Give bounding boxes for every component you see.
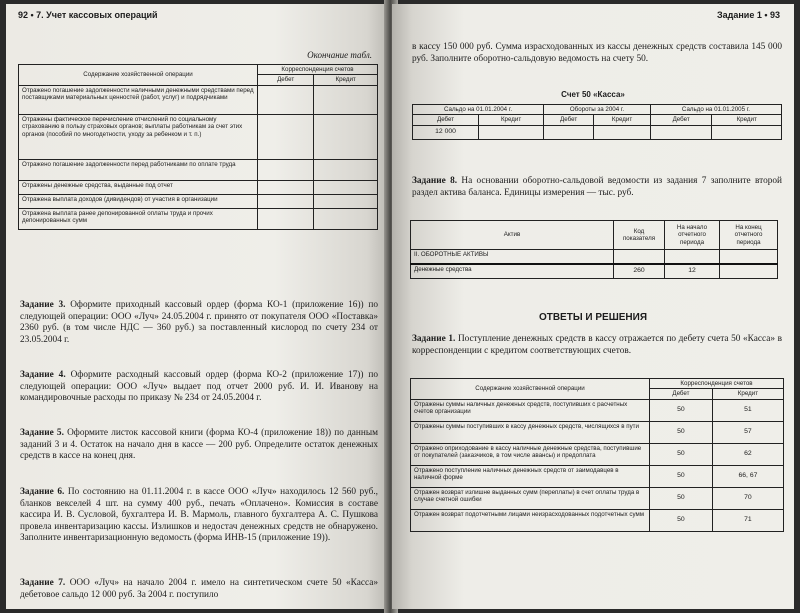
col-debit-header: Дебет: [258, 75, 314, 85]
balance-table: [410, 220, 778, 279]
col-corr-header: Корреспонденция счетов: [650, 379, 784, 389]
debit-cell: 50: [650, 421, 713, 443]
table-row: [411, 399, 784, 421]
left-running-header: 92 • 7. Учет кассовых операций: [18, 10, 158, 20]
table-row: [411, 443, 784, 465]
operation-cell: Отражена выплата доходов (дивидендов) от участия в организации: [19, 194, 258, 208]
operation-cell: Отражено погашение задолженности перед работниками по оплате труда: [19, 159, 258, 180]
task-label: Задание 3.: [20, 300, 66, 310]
task-text: Поступление денежных средств в кассу отражается по дебету счета 50 «Касса» в корреспонденции с кредитом соответствующих счетов.: [412, 334, 782, 356]
table-row: [411, 421, 784, 443]
task-label: Задание 6.: [20, 487, 65, 497]
task-8: [412, 176, 782, 199]
cash-row-label: Денежные средства: [411, 264, 614, 279]
table-row: [19, 194, 378, 208]
debit-cell: 50: [650, 465, 713, 487]
operation-cell: Отражены суммы поступивших в кассу денежных средств, числящихся в пути: [411, 421, 650, 443]
operation-cell: Отражены суммы наличных денежных средств, поступивших с расчетных счетов организации: [411, 399, 650, 421]
operation-cell: Отражены фактическое перечисление отчислений по социальному страхованию в пользу страховых органов; выплаты работникам за счет этих органов (пособий по многодетности, уходу за ребенком и т. п.): [19, 114, 258, 159]
table-row: [411, 487, 784, 509]
cash-row-code: 260: [614, 264, 665, 279]
section-label: II. ОБОРОТНЫЕ АКТИВЫ: [411, 250, 614, 265]
left-page: [6, 4, 390, 609]
operation-cell: Отражено оприходование в кассу наличные денежные средства, поступившие от покупателей (заказчиков, в том числе авансы) и предоплата: [411, 443, 650, 465]
credit-cell: 71: [712, 509, 783, 531]
debit-header: Дебет: [413, 115, 479, 125]
account-50-table: [412, 104, 782, 140]
debit-cell: 50: [650, 399, 713, 421]
task-text: На основании оборотно-сальдовой ведомости из задания 7 заполните второй раздел актива баланса. Единицы измерения — тыс. руб.: [412, 176, 782, 198]
col-operation-header: Содержание хозяйственной операции: [411, 379, 650, 400]
col-corr-header: Корреспонденция счетов: [258, 65, 378, 75]
task-7: [20, 578, 378, 601]
credit-header: Кредит: [594, 115, 651, 125]
turnover-header: Обороты за 2004 г.: [544, 105, 651, 115]
table-row: [19, 180, 378, 194]
end-period-header: На конец отчетного периода: [720, 221, 778, 250]
table-row: [19, 159, 378, 180]
debit-header: Дебет: [544, 115, 594, 125]
task-label: Задание 7.: [20, 578, 66, 588]
credit-header: Кредит: [479, 115, 544, 125]
col-credit-header: Кредит: [712, 389, 783, 399]
operation-cell: Отражена выплата ранее депонированной оплаты труда и прочих депонированных сумм: [19, 208, 258, 229]
right-running-header: Задание 1 • 93: [716, 10, 780, 20]
operation-cell: Отражен возврат излишне выданных сумм (переплаты) в счет оплаты труда в случае счетной ошибки: [411, 487, 650, 509]
operations-table-left: [18, 64, 378, 230]
answers-title: ОТВЕТЫ И РЕШЕНИЯ: [538, 312, 648, 323]
task-text: Оформите приходный кассовый ордер (форма КО-1 (приложение 16)) по следующей операции: ООО «Луч» 24.05.2004 г. принято от покупателя ООО «Поставка» 2360 руб. (в том числе НДС — 360 руб.) за поставленный кислород по счету 234 от 23.05.2004 г.: [20, 300, 379, 345]
debit-cell: 50: [650, 487, 713, 509]
continuation-label: Окончание табл.: [307, 50, 372, 60]
task-label: Задание 1.: [412, 334, 456, 344]
closing-balance-header: Сальдо на 01.01.2005 г.: [650, 105, 781, 115]
account-title: Счет 50 «Касса»: [561, 90, 625, 99]
col-operation-header: Содержание хозяйственной операции: [19, 65, 258, 86]
task-3: [20, 300, 378, 346]
opening-balance-header: Сальдо на 01.01.2004 г.: [413, 105, 544, 115]
task-1-answer: [412, 334, 782, 357]
credit-cell: 70: [712, 487, 783, 509]
task-5: [20, 428, 378, 463]
col-debit-header: Дебет: [650, 389, 713, 399]
credit-cell: 51: [712, 399, 783, 421]
debit-header: Дебет: [650, 115, 711, 125]
debit-cell: 50: [650, 443, 713, 465]
asset-header: Актив: [411, 221, 614, 250]
start-period-header: На начало отчетного периода: [665, 221, 720, 250]
code-header: Код показателя: [614, 221, 665, 250]
task-6: [20, 487, 378, 545]
task-text: По состоянию на 01.11.2004 г. в кассе ООО «Луч» находилось 12 560 руб., бланков векселей 4 шт. на сумму 400 руб., печать «Оплачено». Комиссия в составе кассира И. В. Сусловой, бухгалтера И. В. Мармоль, главного бухгалтера А. С. Пушкова провела инвентаризацию кассы. Излишков и недостач денежных средств не обнаружено. Заполните инвентаризационную ведомость (форма ИНВ-15 (приложение 19)).: [20, 487, 378, 544]
task-label: Задание 8.: [412, 176, 458, 186]
col-credit-header: Кредит: [314, 75, 378, 85]
task-4: [20, 370, 378, 405]
task-text: Оформите расходный кассовый ордер (форма КО-2 (приложение 17)) по следующей операции: ООО «Луч» выдает под отчет 2000 руб. И. И. Иванову на командировочные расходы по приказу № 234 от 24.05.2004 г.: [20, 370, 379, 404]
table-row: [411, 509, 784, 531]
operation-cell: Отражено поступление наличных денежных средств от заимодавцев в наличной форме: [411, 465, 650, 487]
task-7-continued: в кассу 150 000 руб. Сумма израсходованных из кассы денежных средств составила 145 000 руб. Заполните оборотно-сальдовую ведомость на счету 50.: [412, 42, 782, 64]
operation-cell: Отражены денежные средства, выданные под отчет: [19, 180, 258, 194]
task-label: Задание 4.: [20, 370, 66, 380]
task-text: ООО «Луч» на начало 2004 г. имело на синтетическом счете 50 «Касса» дебетовое сальдо 12 000 руб. За 2004 г. поступило: [20, 578, 378, 600]
table-row: [19, 208, 378, 229]
table-row: [411, 465, 784, 487]
right-page: [392, 4, 794, 609]
task-label: Задание 5.: [20, 428, 64, 438]
credit-cell: 57: [712, 421, 783, 443]
table-row: [19, 114, 378, 159]
debit-cell: 50: [650, 509, 713, 531]
opening-debit-value: 12 000: [413, 125, 479, 139]
credit-cell: 66, 67: [712, 465, 783, 487]
cash-row-start: 12: [665, 264, 720, 279]
answer-table: [410, 378, 784, 532]
task-text: Оформите листок кассовой книги (форма КО-4 (приложение 18)) по данным заданий 3 и 4. Остаток на начало дня в кассе — 200 руб. Определите остаток денежных средств в кассе на конец дня.: [20, 428, 379, 462]
table-row: [19, 85, 378, 114]
operation-cell: Отражено погашение задолженности наличными денежными средствами перед поставщиками материальных ценностей (работ, услуг) и подрядчиками: [19, 85, 258, 114]
operation-cell: Отражен возврат подотчетными лицами неизрасходованных подотчетных сумм: [411, 509, 650, 531]
credit-header: Кредит: [712, 115, 782, 125]
credit-cell: 62: [712, 443, 783, 465]
